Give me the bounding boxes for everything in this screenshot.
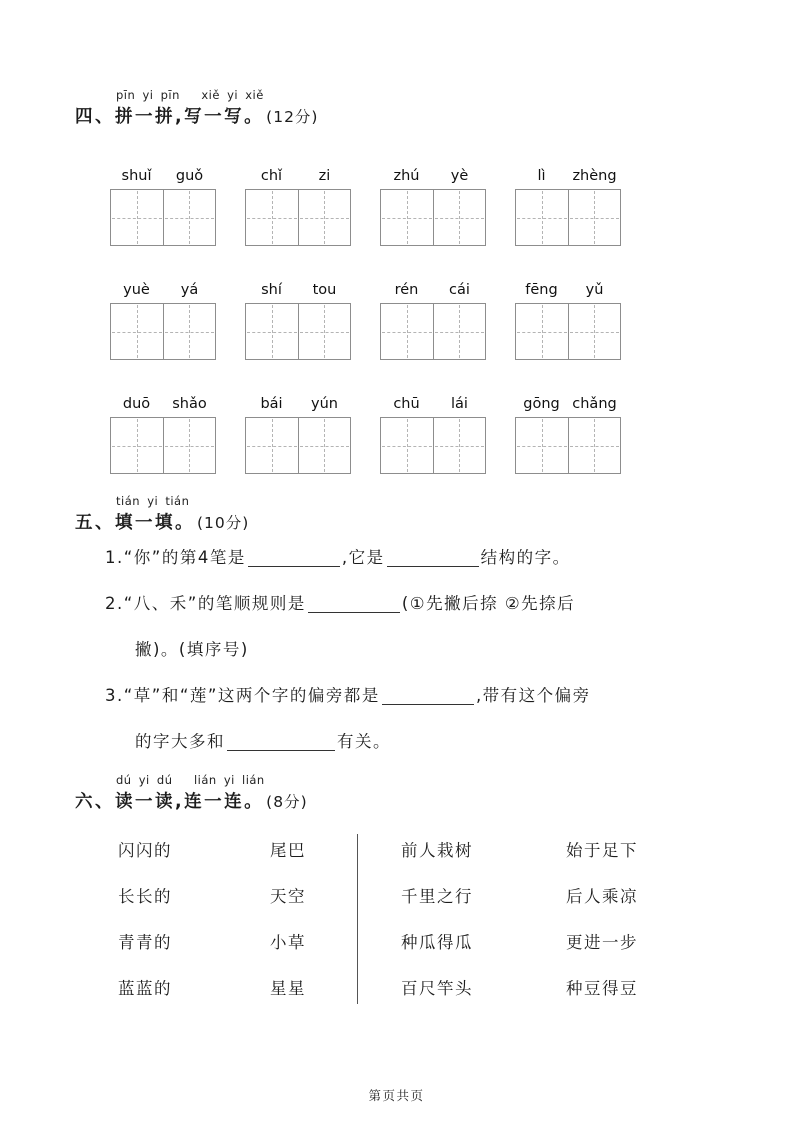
fill-items <box>105 535 793 765</box>
section-score: (8分) <box>266 793 308 811</box>
section-title-text: 五、填一填。 <box>75 513 195 533</box>
word-group <box>245 395 351 474</box>
fill-text: ,它是 <box>341 548 385 567</box>
tianzige-cell <box>434 190 486 245</box>
pinyin-syllable: chǐ <box>260 168 283 184</box>
tianzige-cell <box>246 190 299 245</box>
pinyin-label <box>515 395 621 413</box>
tianzige-cell <box>299 190 351 245</box>
match-item: 千里之行 <box>401 887 473 906</box>
match-column-nouns <box>270 828 357 1012</box>
tianzige-boxes <box>380 189 486 246</box>
pinyin-label <box>245 281 351 299</box>
tianzige-boxes <box>380 417 486 474</box>
word-group <box>245 167 351 246</box>
fill-text: 有关。 <box>337 732 391 751</box>
answer-blank <box>248 550 340 568</box>
fill-text: 结构的字。 <box>480 548 571 567</box>
pinyin-syllable: yè <box>450 168 469 184</box>
tianzige-boxes <box>245 417 351 474</box>
pinyin-label <box>380 281 486 299</box>
match-column-adjectives <box>118 828 270 1012</box>
match-item: 闪闪的 <box>118 841 172 860</box>
pinyin-syllable: yún <box>311 396 338 412</box>
tianzige-cell <box>516 418 569 473</box>
tianzige-cell <box>381 304 434 359</box>
word-group <box>515 281 621 360</box>
pinyin-syllable: zi <box>318 168 331 184</box>
tianzige-cell <box>381 190 434 245</box>
pinyin-syllable: lái <box>451 396 468 412</box>
match-item: 小草 <box>270 933 306 952</box>
fill-text: 3.“草”和“莲”这两个字的偏旁都是 <box>105 686 380 705</box>
match-item: 蓝蓝的 <box>118 979 172 998</box>
section-matching <box>0 773 793 1012</box>
answer-blank <box>227 734 335 752</box>
tianzige-cell <box>516 190 569 245</box>
tianzige-cell <box>246 418 299 473</box>
tianzige-cell <box>111 304 164 359</box>
pinyin-syllable: yǔ <box>585 282 604 298</box>
section-six-title <box>75 790 793 814</box>
pinyin-label <box>380 395 486 413</box>
tianzige-cell <box>299 418 351 473</box>
section-score: (10分) <box>197 514 250 532</box>
match-item: 青青的 <box>118 933 172 952</box>
section-title-text: 六、读一读,连一连。 <box>75 792 265 812</box>
section-fill-blanks <box>0 494 793 765</box>
match-item: 种豆得豆 <box>566 979 638 998</box>
section-six-pinyin: dú yi dú lián yi lián <box>116 773 265 787</box>
tianzige-cell <box>164 418 216 473</box>
page-footer: 第页共页 <box>368 1088 425 1103</box>
word-group <box>245 281 351 360</box>
word-group <box>380 167 486 246</box>
pinyin-label <box>515 167 621 185</box>
fill-item-3-line1 <box>105 673 793 719</box>
word-group <box>110 395 216 474</box>
match-item: 前人栽树 <box>401 841 473 860</box>
pinyin-syllable: zhú <box>393 168 420 184</box>
match-item: 始于足下 <box>566 841 638 860</box>
section-five-pinyin: tián yi tián <box>116 494 190 508</box>
pinyin-syllable: fēng <box>525 282 558 298</box>
pinyin-label <box>245 395 351 413</box>
pinyin-label <box>110 167 216 185</box>
fill-text: 1.“你”的第4笔是 <box>105 548 246 567</box>
fill-item-1 <box>105 535 793 581</box>
word-group <box>515 395 621 474</box>
pinyin-label <box>110 395 216 413</box>
tianzige-cell <box>516 304 569 359</box>
fill-item-2-line1 <box>105 581 793 627</box>
tianzige-boxes <box>110 417 216 474</box>
tianzige-boxes <box>515 303 621 360</box>
matching-columns <box>118 828 793 1012</box>
tianzige-cell <box>111 190 164 245</box>
pinyin-syllable: shí <box>261 282 282 298</box>
pinyin-syllable: cái <box>449 282 470 298</box>
word-group <box>380 395 486 474</box>
pinyin-syllable: gōng <box>523 396 560 412</box>
section-four-title <box>75 105 793 129</box>
tianzige-boxes <box>515 189 621 246</box>
pinyin-label <box>515 281 621 299</box>
pinyin-syllable: chū <box>393 396 420 412</box>
pinyin-syllable: bái <box>260 396 283 412</box>
tianzige-cell <box>164 190 216 245</box>
tianzige-cell <box>164 304 216 359</box>
pinyin-syllable: yuè <box>123 282 150 298</box>
tianzige-cell <box>246 304 299 359</box>
tianzige-boxes <box>380 303 486 360</box>
word-group <box>110 281 216 360</box>
tianzige-boxes <box>245 303 351 360</box>
match-column-proverb-end <box>523 828 638 1012</box>
pinyin-syllable: duō <box>122 396 151 412</box>
writing-grid-row <box>110 167 793 246</box>
tianzige-cell <box>381 418 434 473</box>
tianzige-boxes <box>110 303 216 360</box>
match-item: 更进一步 <box>566 933 638 952</box>
section-five-title <box>75 511 793 535</box>
word-group <box>110 167 216 246</box>
tianzige-cell <box>569 190 621 245</box>
pinyin-syllable: shuǐ <box>121 168 152 184</box>
tianzige-boxes <box>110 189 216 246</box>
match-item: 后人乘凉 <box>566 887 638 906</box>
pinyin-label <box>380 167 486 185</box>
match-item: 长长的 <box>118 887 172 906</box>
section-score: (12分) <box>266 108 319 126</box>
pinyin-label <box>245 167 351 185</box>
pinyin-syllable: tou <box>312 282 337 298</box>
pinyin-syllable: rén <box>394 282 419 298</box>
pinyin-label <box>110 281 216 299</box>
tianzige-cell <box>569 304 621 359</box>
section-four-pinyin: pīn yi pīn xiě yi xiě <box>116 88 264 102</box>
answer-blank <box>382 688 474 706</box>
match-item: 百尺竿头 <box>401 979 473 998</box>
fill-item-3-line2 <box>105 719 793 765</box>
section-title-text: 四、拼一拼,写一写。 <box>75 107 265 127</box>
tianzige-cell <box>569 418 621 473</box>
match-item: 星星 <box>270 979 306 998</box>
section-pinyin-writing <box>0 88 793 474</box>
answer-blank <box>387 550 479 568</box>
fill-text: (①先撇后捺 ②先捺后 <box>401 594 576 613</box>
pinyin-syllable: zhèng <box>572 168 617 184</box>
tianzige-cell <box>299 304 351 359</box>
tianzige-boxes <box>245 189 351 246</box>
tianzige-boxes <box>515 417 621 474</box>
answer-blank <box>308 596 400 614</box>
match-item: 天空 <box>270 887 306 906</box>
fill-item-2-line2 <box>105 627 793 673</box>
match-column-proverb-start <box>358 828 523 1012</box>
fill-text: ,带有这个偏旁 <box>475 686 591 705</box>
match-item: 尾巴 <box>270 841 306 860</box>
word-group <box>380 281 486 360</box>
writing-grid-row <box>110 395 793 474</box>
pinyin-syllable: lì <box>537 168 546 184</box>
word-group <box>515 167 621 246</box>
tianzige-cell <box>111 418 164 473</box>
tianzige-cell <box>434 418 486 473</box>
fill-text: 撇)。(填序号) <box>135 640 249 659</box>
writing-grid-row <box>110 281 793 360</box>
tianzige-cell <box>434 304 486 359</box>
pinyin-syllable: yá <box>180 282 199 298</box>
match-item: 种瓜得瓜 <box>401 933 473 952</box>
pinyin-syllable: guǒ <box>175 168 204 184</box>
fill-text: 2.“八、禾”的笔顺规则是 <box>105 594 306 613</box>
pinyin-syllable: shǎo <box>172 396 207 412</box>
fill-text: 的字大多和 <box>135 732 225 751</box>
pinyin-syllable: chǎng <box>572 396 617 412</box>
